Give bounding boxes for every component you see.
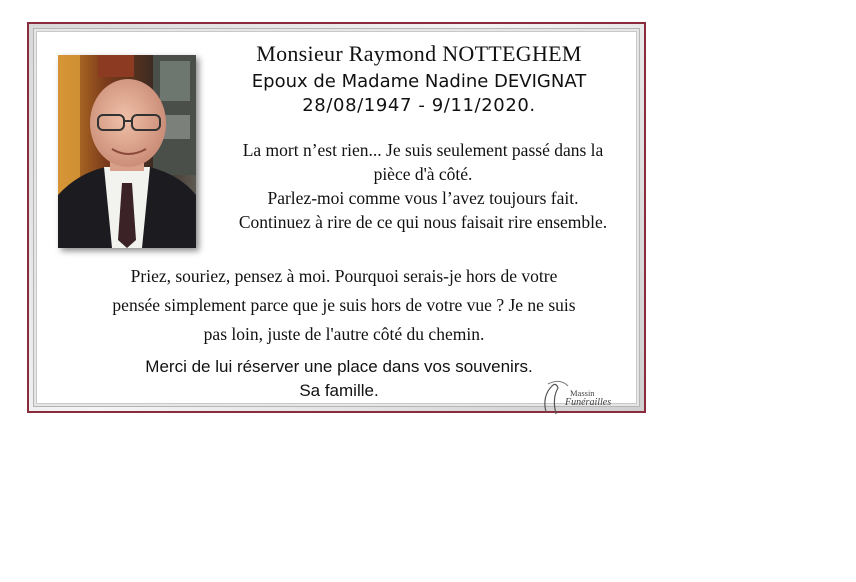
poem-block [208, 138, 638, 234]
poem-line: Parlez-moi comme vous l’avez toujours fait. [267, 188, 579, 208]
logo-text-bottom: Funérailles [565, 397, 612, 408]
poem-line: Continuez à rire de ce qui nous faisait rire ensemble. [238, 212, 608, 232]
portrait-photo [58, 55, 196, 248]
spouse-line: Epoux de Madame Nadine DEVIGNAT [251, 71, 587, 92]
deceased-name: Monsieur Raymond NOTTEGHEM [256, 41, 582, 66]
life-dates: 28/08/1947 - 9/11/2020. [302, 95, 536, 116]
poem-line: La mort n’est rien... Je suis seulement passé dans la [242, 140, 604, 160]
thanks-line: Merci de lui réserver une place dans vos souvenirs. [145, 357, 533, 376]
family-signature: Sa famille. [299, 381, 379, 400]
prayer-line: Priez, souriez, pensez à moi. Pourquoi serais-je hors de votre [130, 266, 558, 286]
prayer-line: pas loin, juste de l'autre côté du chemin. [203, 324, 485, 344]
prayer-line: pensée simplement parce que je suis hors de votre vue ? Je ne suis [112, 295, 576, 315]
poem-line: pièce d'à côté. [373, 164, 473, 184]
prayer-block [60, 262, 628, 349]
logo-text-top: Massin [570, 388, 595, 398]
closing-block [100, 355, 578, 403]
